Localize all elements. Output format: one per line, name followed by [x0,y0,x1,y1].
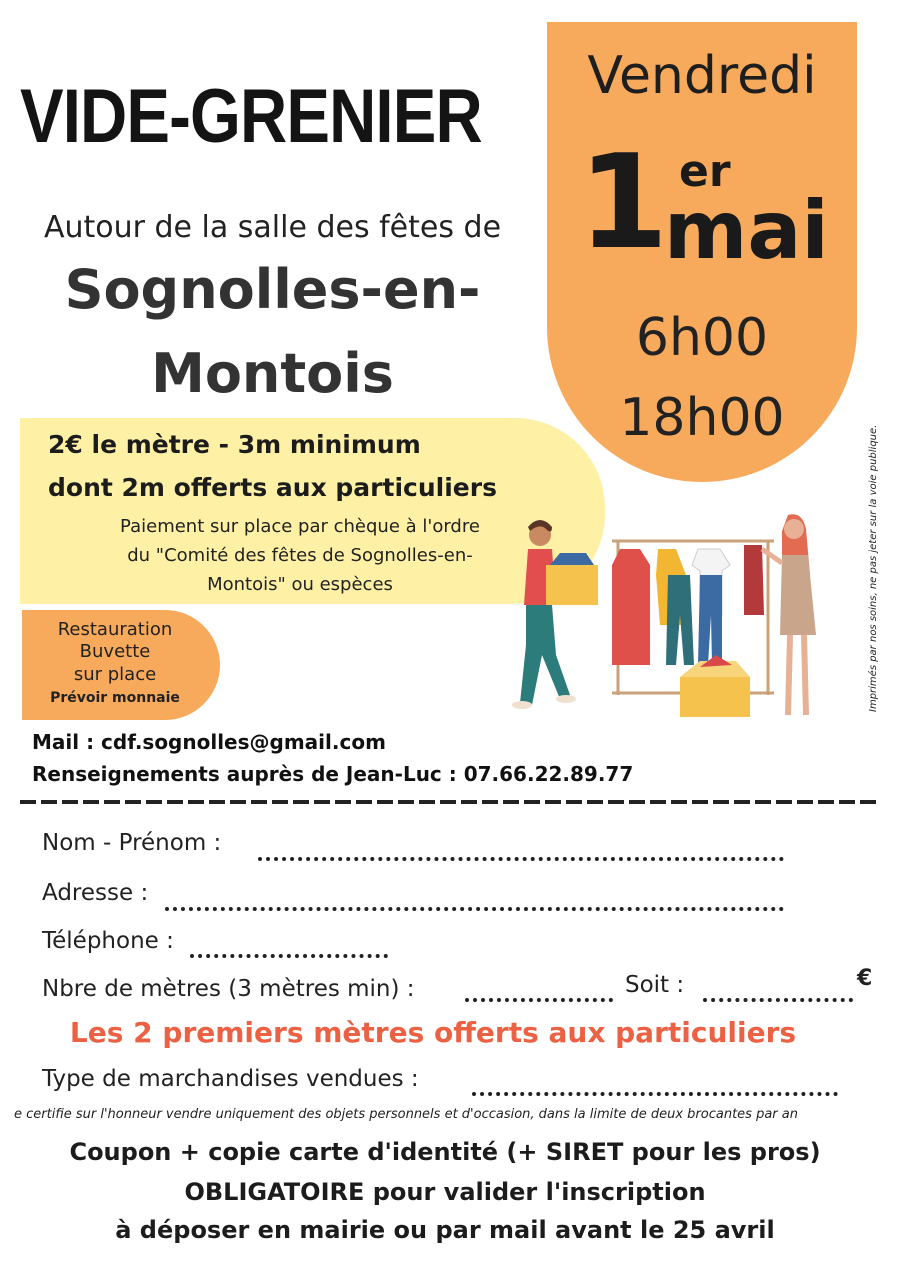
page-title: VIDE-GRENIER [20,74,482,159]
free-meters-info: dont 2m offerts aux particuliers [48,473,497,502]
goods-type-label: Type de marchandises vendues : [42,1066,419,1092]
payment-line: Montois" ou espèces [207,574,393,595]
cut-line-divider [20,797,880,807]
address-field[interactable] [165,907,784,911]
end-time: 18h00 [619,388,785,448]
location-name-line2: Montois [151,342,394,405]
start-time: 6h00 [635,308,769,368]
payment-line: du "Comité des fêtes de Sognolles-en- [127,545,473,566]
price-info: 2€ le mètre - 3m minimum [48,430,421,459]
total-label: Soit : [625,972,685,998]
contact-mail: Mail : cdf.sognolles@gmail.com [32,730,386,754]
location-name-line1: Sognolles-en- [64,258,481,321]
deadline-notice: à déposer en mairie ou par mail avant le 25 avril [115,1216,775,1244]
contact-info: Renseignements auprès de Jean-Luc : 07.66.22.89.77 [32,762,634,786]
print-notice: Imprimés par nos soins, ne pas jeter sur la voie publique. [868,424,879,712]
on-site-label: sur place [73,664,157,685]
phone-field[interactable] [190,954,388,958]
mandatory-notice: OBLIGATOIRE pour valider l'inscription [184,1178,706,1206]
required-documents: Coupon + copie carte d'identité (+ SIRET pour les pros) [69,1138,821,1166]
payment-line: Paiement sur place par chèque à l'ordre [120,516,480,537]
date-number: 1 [578,126,669,278]
payment-info [50,512,550,599]
bring-change-label: Prévoir monnaie [50,690,180,706]
garage-sale-illustration [500,505,830,725]
free-meters-notice: Les 2 premiers mètres offerts aux particuliers [69,1016,797,1049]
phone-label: Téléphone : [42,928,174,954]
euro-symbol: € [857,966,873,991]
date-day: Vendredi [587,46,817,106]
date-month: mai [664,184,829,277]
total-field[interactable] [703,998,853,1002]
buvette-label: Buvette [79,641,151,662]
address-label: Adresse : [42,880,149,906]
meters-label: Nbre de mètres (3 mètres min) : [42,976,415,1002]
location-intro: Autour de la salle des fêtes de [43,210,502,245]
name-label: Nom - Prénom : [42,830,222,856]
honor-statement: e certifie sur l'honneur vendre uniquement des objets personnels et d'occasion, dans la limite de deux brocantes par an [14,1107,798,1122]
goods-type-field[interactable] [472,1092,838,1096]
meters-field[interactable] [465,998,613,1002]
date-suffix: er [679,146,731,197]
restauration-label: Restauration [57,619,173,640]
name-field[interactable] [258,857,784,861]
